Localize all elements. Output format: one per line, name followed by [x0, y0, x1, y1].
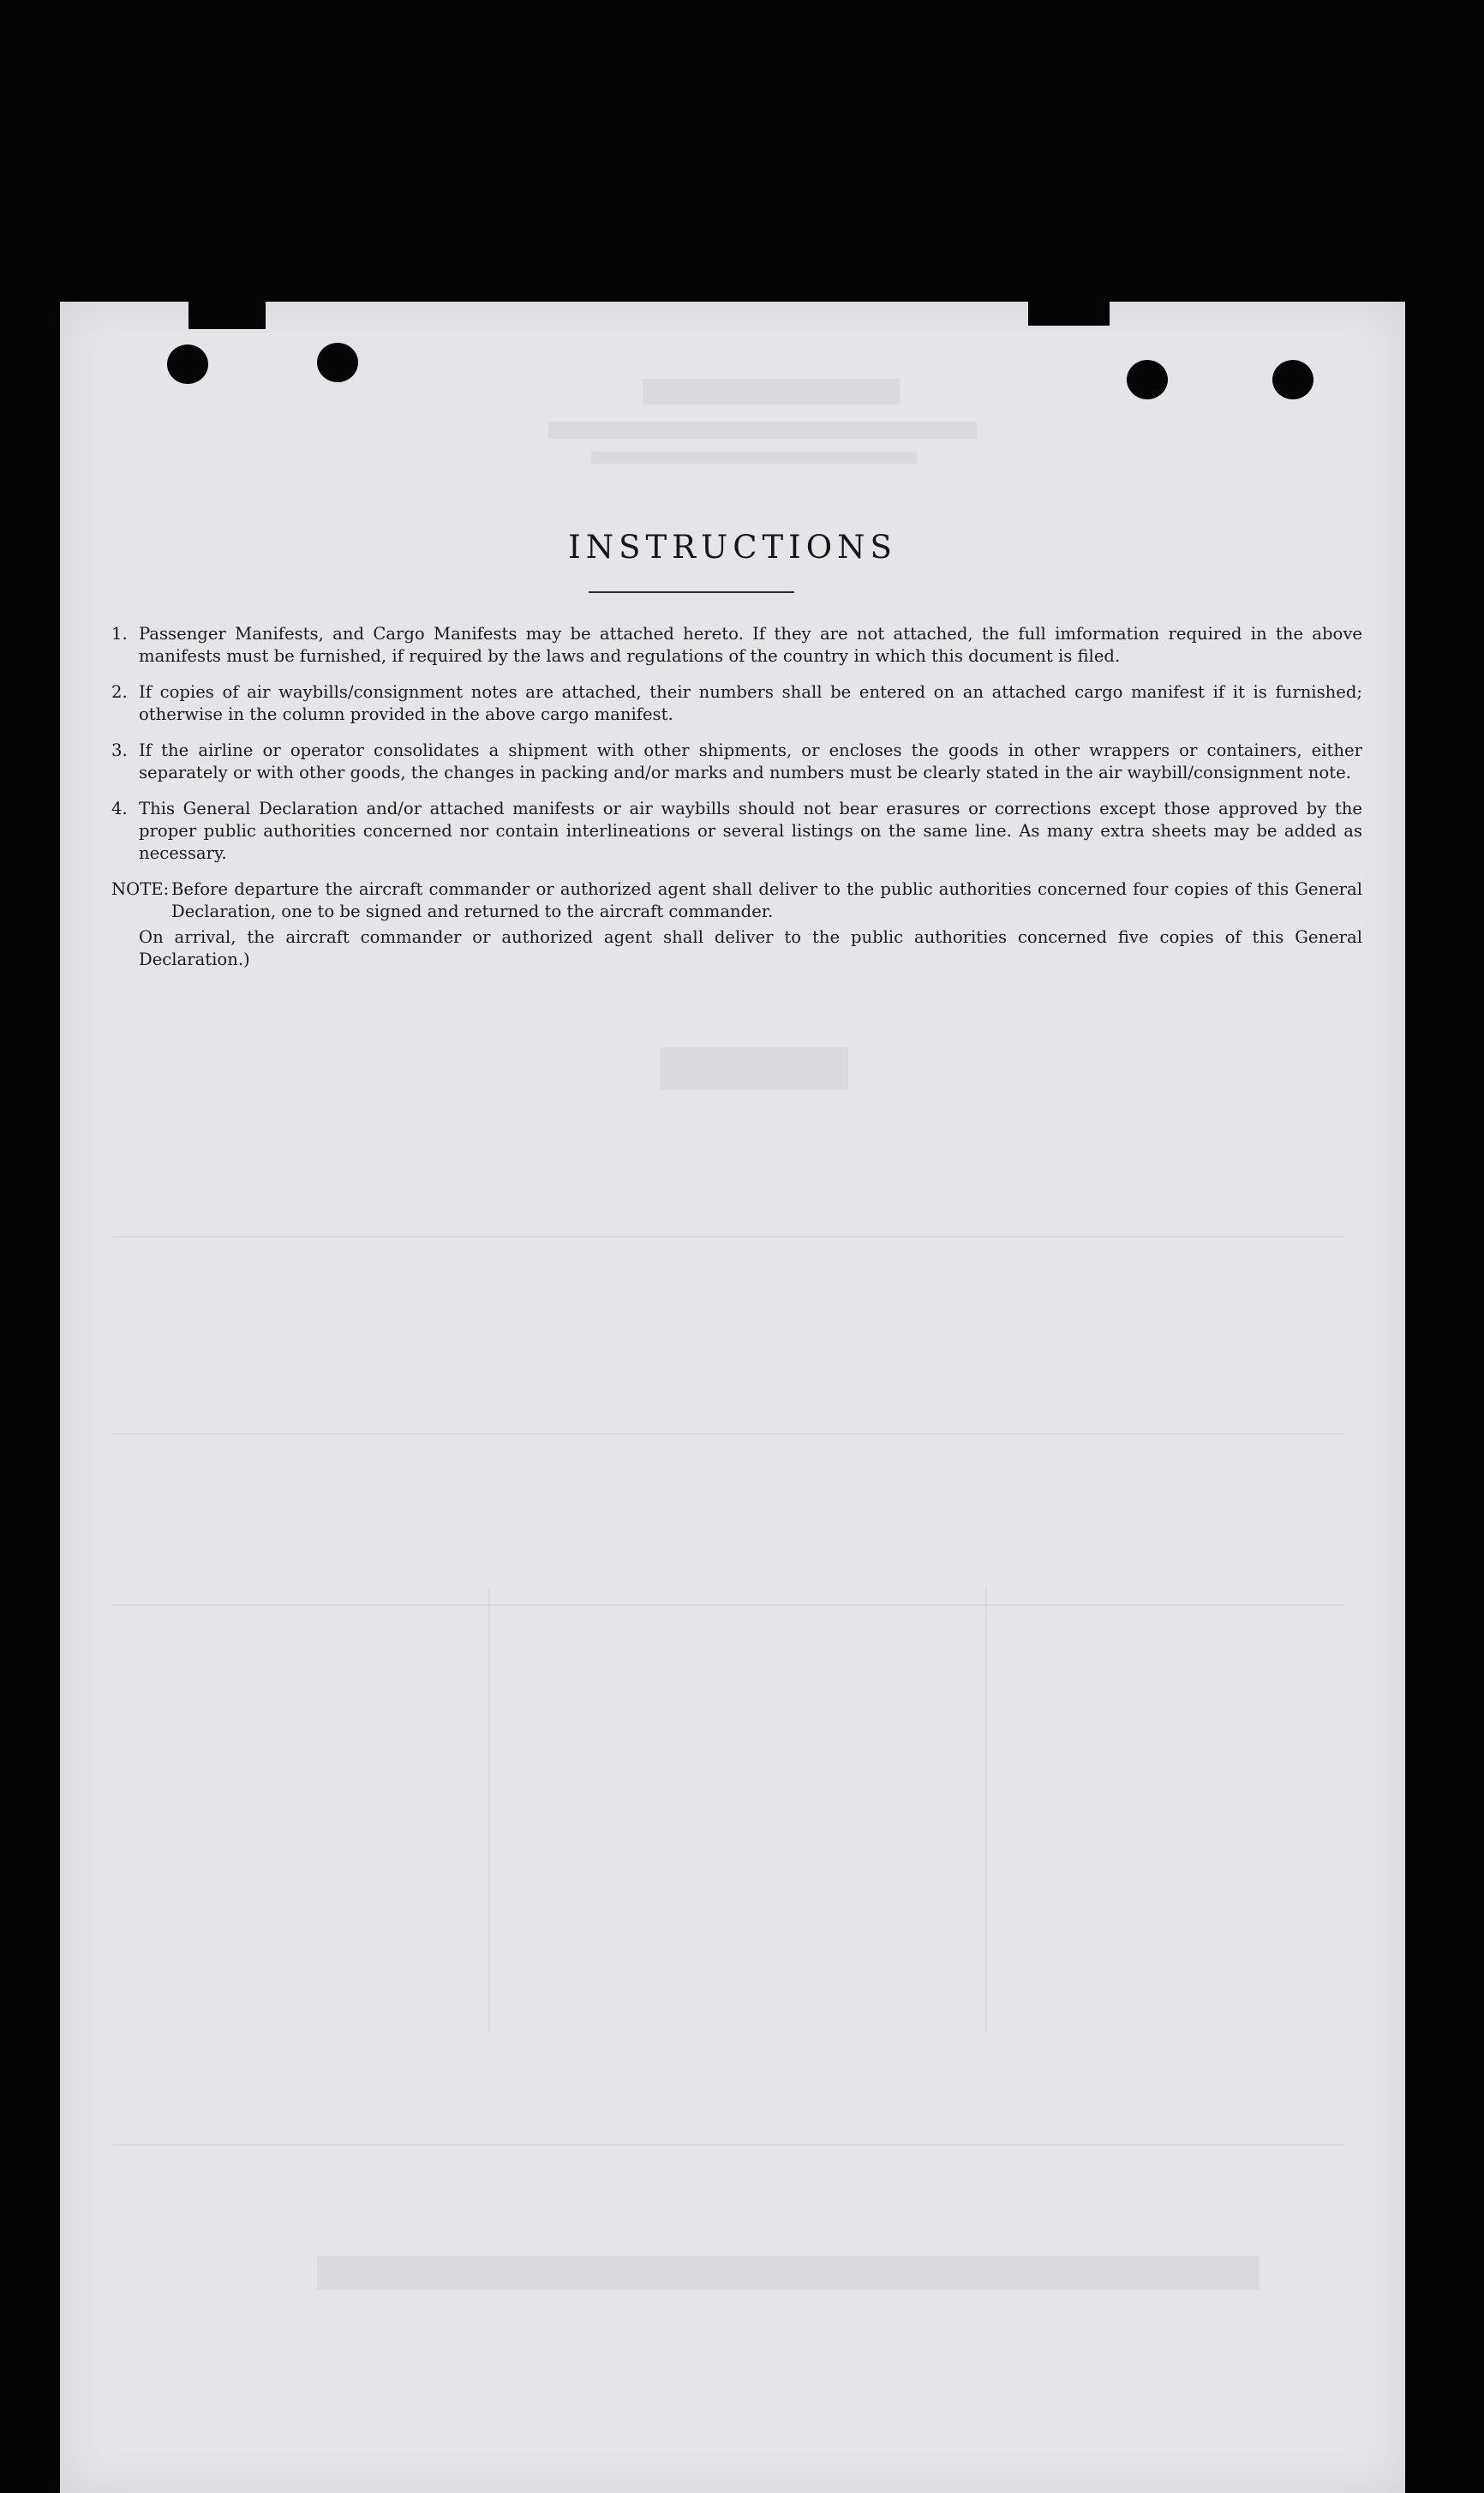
- instruction-item: [111, 681, 1362, 726]
- instruction-number: 3.: [111, 740, 128, 760]
- instruction-item: [111, 798, 1362, 865]
- punch-hole: [1272, 360, 1313, 399]
- bleed-through-mark: [111, 1236, 1345, 1238]
- binding-tab-left: [188, 297, 266, 329]
- bleed-through-mark: [660, 1047, 848, 1090]
- punch-hole: [1127, 360, 1168, 399]
- bleed-through-mark: [317, 2256, 1260, 2290]
- note-block: [111, 878, 1362, 923]
- instruction-text: If the airline or operator consolidates a shipment with other shipments, or encloses the goods in other wrappers or containers, either separately or with other goods, the changes in packing and/or marks and numbers must be clearly stated in the air waybill/consignment note.: [139, 740, 1362, 782]
- document-page: [60, 302, 1405, 2493]
- page-title: INSTRUCTIONS: [568, 529, 897, 566]
- instructions-list: [111, 623, 1362, 971]
- instruction-number: 2.: [111, 682, 128, 702]
- bleed-through-mark: [111, 1433, 1345, 1435]
- bleed-through-mark: [111, 2144, 1345, 2146]
- instruction-item: [111, 623, 1362, 668]
- instruction-item: [111, 740, 1362, 784]
- note-arrival-text: On arrival, the aircraft commander or authorized agent shall deliver to the public authorities concerned five copies of this General Declaration.): [139, 927, 1362, 969]
- title-underline: [589, 591, 794, 593]
- punch-hole: [167, 345, 208, 384]
- bleed-through-mark: [548, 422, 977, 439]
- punch-hole: [317, 343, 358, 382]
- binding-tab-right: [1028, 297, 1110, 326]
- note-label: NOTE:: [111, 879, 170, 899]
- instruction-text: This General Declaration and/or attached manifests or air waybills should not bear erasures or corrections except those approved by the proper public authorities concerned nor contain interlineations or several listings on the same line. As many extra sheets may be added as necessary.: [139, 799, 1362, 863]
- instruction-text: Passenger Manifests, and Cargo Manifests may be attached hereto. If they are not attached, the full imformation required in the above manifests must be furnished, if required by the laws and regulations of the country in which this document is filed.: [139, 624, 1362, 666]
- instruction-text: If copies of air waybills/consignment notes are attached, their numbers shall be entered on an attached cargo manifest if it is furnished; otherwise in the column provided in the above cargo manifest.: [139, 682, 1362, 724]
- bleed-through-mark: [488, 1587, 490, 2033]
- instruction-number: 1.: [111, 624, 128, 644]
- instruction-number: 4.: [111, 799, 128, 818]
- bleed-through-mark: [591, 452, 917, 464]
- note-departure-text: Before departure the aircraft commander or authorized agent shall deliver to the public authorities concerned four copies of this General Declaration, one to be signed and returned to the aircraft commander.: [171, 879, 1362, 921]
- bleed-through-mark: [643, 379, 900, 405]
- bleed-through-mark: [985, 1587, 987, 2033]
- bleed-through-mark: [111, 1604, 1345, 1606]
